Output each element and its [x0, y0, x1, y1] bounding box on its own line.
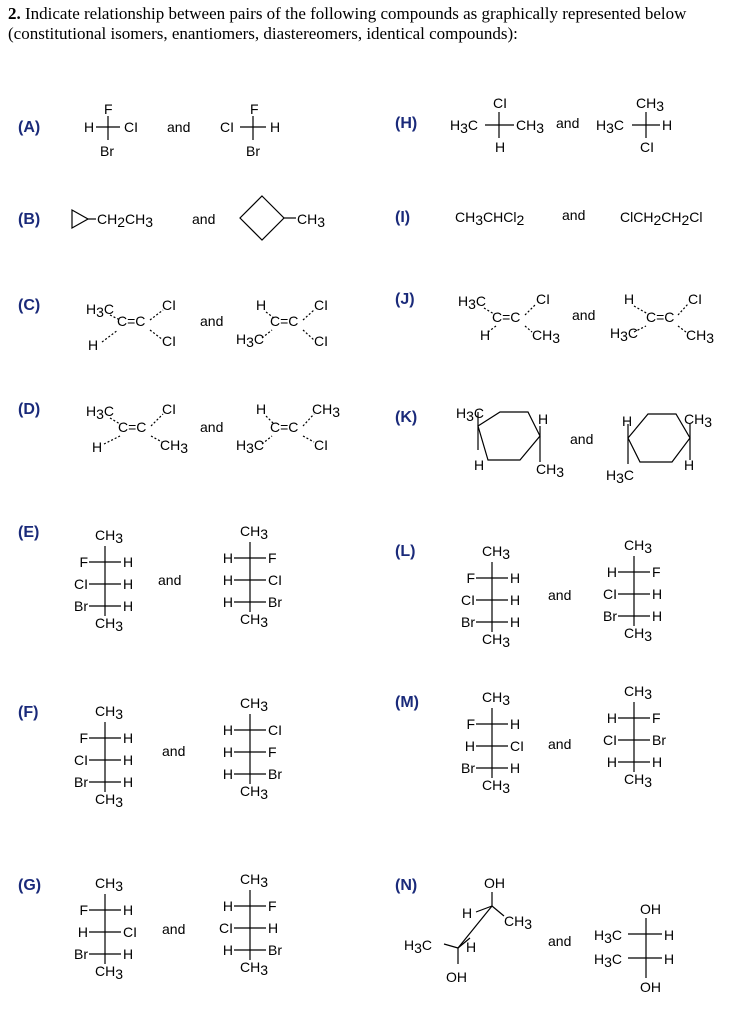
svg-text:CH3: CH3	[516, 117, 545, 136]
svg-text:F: F	[79, 902, 88, 918]
svg-text:C=C: C=C	[118, 419, 147, 435]
and-i: and	[562, 207, 586, 223]
svg-text:CH3: CH3	[240, 871, 269, 890]
svg-text:H: H	[123, 774, 134, 790]
svg-text:CI: CI	[268, 572, 282, 588]
svg-text:CH3: CH3	[95, 791, 124, 810]
svg-text:H: H	[92, 439, 103, 455]
svg-text:H3C: H3C	[86, 403, 115, 422]
svg-text:CI: CI	[268, 722, 282, 738]
and-d: and	[200, 419, 224, 435]
svg-text:CH3: CH3	[312, 401, 341, 420]
structure-a-left	[84, 101, 138, 159]
svg-text:CI: CI	[688, 291, 702, 307]
svg-text:F: F	[652, 710, 661, 726]
svg-text:CI: CI	[162, 333, 176, 349]
label-j: (J)	[395, 291, 415, 308]
structure-d-left	[86, 401, 188, 456]
svg-text:H: H	[510, 570, 521, 586]
svg-text:H: H	[222, 942, 233, 958]
label-k: (K)	[395, 409, 418, 426]
svg-text:H: H	[684, 457, 695, 473]
structure-c-right	[236, 297, 328, 350]
svg-text:CH3: CH3	[240, 611, 269, 630]
svg-text:H: H	[123, 576, 134, 592]
svg-text:CI: CI	[493, 95, 507, 111]
svg-text:CH3: CH3	[240, 523, 269, 542]
structure-b-left	[72, 210, 153, 230]
label-m: (M)	[395, 694, 419, 711]
svg-text:H: H	[664, 927, 675, 943]
svg-text:CH3: CH3	[95, 615, 124, 634]
svg-text:CH3: CH3	[684, 411, 713, 430]
svg-text:C=C: C=C	[270, 313, 299, 329]
svg-text:H3C: H3C	[456, 405, 485, 424]
svg-text:H: H	[256, 401, 267, 417]
svg-text:H3C: H3C	[594, 951, 623, 970]
svg-text:H: H	[606, 710, 617, 726]
structure-n-left	[404, 875, 532, 985]
svg-text:H: H	[77, 924, 88, 940]
svg-text:H3C: H3C	[596, 117, 625, 136]
svg-text:H3C: H3C	[450, 117, 479, 136]
label-a: (A)	[18, 119, 41, 136]
svg-text:CI: CI	[603, 732, 617, 748]
svg-text:H: H	[664, 951, 675, 967]
label-d: (D)	[18, 401, 41, 418]
svg-text:H: H	[510, 760, 521, 776]
svg-text:F: F	[268, 744, 277, 760]
svg-text:CH3: CH3	[624, 625, 653, 644]
svg-text:CI: CI	[124, 119, 138, 135]
svg-text:H: H	[270, 119, 281, 135]
question-body: Indicate relationship between pairs of the following compounds as graphically represented below (constitutional isomers, enantiomers, diastereomers, identical compounds):	[8, 4, 687, 43]
svg-text:CI: CI	[640, 139, 654, 155]
svg-text:Br: Br	[268, 766, 282, 782]
formula-i-left: CH3CHCl2	[455, 209, 525, 228]
question-number: 2.	[8, 4, 21, 23]
svg-text:F: F	[268, 550, 277, 566]
svg-text:F: F	[466, 716, 475, 732]
svg-text:CI: CI	[314, 297, 328, 313]
svg-text:Br: Br	[74, 946, 88, 962]
and-g: and	[162, 921, 186, 937]
structure-d-right	[236, 401, 340, 456]
svg-text:H: H	[474, 457, 485, 473]
svg-text:CI: CI	[220, 119, 234, 135]
label-c: (C)	[18, 297, 41, 314]
svg-text:CH3: CH3	[504, 913, 533, 932]
svg-text:CH2CH3: CH2CH3	[97, 211, 154, 230]
svg-text:CH3: CH3	[624, 771, 653, 790]
svg-text:CH3: CH3	[536, 461, 565, 480]
svg-text:H: H	[123, 554, 134, 570]
svg-text:Br: Br	[268, 594, 282, 610]
svg-text:H: H	[652, 608, 663, 624]
svg-text:C=C: C=C	[492, 309, 521, 325]
svg-text:Br: Br	[246, 143, 260, 159]
svg-text:CH3: CH3	[160, 437, 189, 456]
svg-text:H: H	[662, 117, 673, 133]
svg-text:Br: Br	[268, 942, 282, 958]
svg-text:H: H	[123, 946, 134, 962]
svg-text:CH3: CH3	[95, 527, 124, 546]
and-c: and	[200, 313, 224, 329]
svg-text:H: H	[538, 411, 549, 427]
svg-text:OH: OH	[640, 901, 661, 917]
and-k: and	[570, 431, 594, 447]
svg-text:CH3: CH3	[95, 703, 124, 722]
svg-text:CI: CI	[123, 924, 137, 940]
svg-text:H: H	[222, 572, 233, 588]
svg-text:H: H	[123, 902, 134, 918]
svg-text:Br: Br	[100, 143, 114, 159]
and-l: and	[548, 587, 572, 603]
svg-text:CI: CI	[603, 586, 617, 602]
svg-text:H3C: H3C	[236, 331, 265, 350]
structure-n-right	[594, 901, 674, 995]
svg-text:Br: Br	[461, 614, 475, 630]
svg-text:H: H	[222, 722, 233, 738]
and-f: and	[162, 743, 186, 759]
svg-text:F: F	[268, 898, 277, 914]
svg-text:CH3: CH3	[482, 689, 511, 708]
svg-text:OH: OH	[446, 969, 467, 985]
svg-text:Br: Br	[74, 774, 88, 790]
label-l: (L)	[395, 543, 416, 560]
svg-text:CI: CI	[510, 738, 524, 754]
structure-h-left	[450, 95, 544, 155]
svg-text:CI: CI	[314, 333, 328, 349]
and-b: and	[192, 211, 216, 227]
svg-text:CH3: CH3	[482, 543, 511, 562]
svg-text:CH3: CH3	[240, 695, 269, 714]
svg-text:H: H	[606, 564, 617, 580]
svg-text:Br: Br	[461, 760, 475, 776]
svg-text:H3C: H3C	[610, 325, 639, 344]
svg-text:H: H	[624, 291, 635, 307]
svg-text:CH3: CH3	[482, 631, 511, 650]
svg-text:H: H	[256, 297, 267, 313]
label-b: (B)	[18, 211, 41, 228]
and-e: and	[158, 572, 182, 588]
svg-text:CH3: CH3	[297, 211, 326, 230]
svg-text:H: H	[222, 594, 233, 610]
svg-text:H: H	[495, 139, 506, 155]
svg-text:H: H	[222, 898, 233, 914]
label-e: (E)	[18, 524, 40, 541]
svg-text:F: F	[250, 101, 259, 117]
svg-text:H: H	[606, 754, 617, 770]
structure-j-left	[458, 291, 560, 346]
svg-text:C=C: C=C	[117, 313, 146, 329]
svg-text:F: F	[79, 730, 88, 746]
and-h: and	[556, 115, 580, 131]
svg-text:H: H	[652, 586, 663, 602]
svg-text:H3C: H3C	[606, 467, 635, 486]
label-i: (I)	[395, 209, 411, 226]
structure-b-right	[240, 196, 325, 240]
svg-text:C=C: C=C	[646, 309, 675, 325]
structure-h-right	[596, 95, 672, 155]
svg-text:CI: CI	[74, 752, 88, 768]
structure-j-right	[610, 291, 714, 346]
structure-a-right	[220, 101, 280, 159]
svg-text:CI: CI	[461, 592, 475, 608]
and-m: and	[548, 736, 572, 752]
svg-text:H: H	[510, 614, 521, 630]
structure-c-left	[86, 297, 176, 353]
svg-text:H3C: H3C	[86, 301, 115, 320]
svg-text:H: H	[222, 766, 233, 782]
svg-text:H: H	[123, 752, 134, 768]
svg-text:CI: CI	[219, 920, 233, 936]
svg-text:H: H	[123, 730, 134, 746]
formula-i-right: ClCH2CH2Cl	[620, 209, 703, 228]
svg-text:H3C: H3C	[594, 927, 623, 946]
and-a: and	[167, 119, 191, 135]
svg-text:H: H	[462, 905, 473, 921]
svg-text:OH: OH	[640, 979, 661, 995]
svg-text:Br: Br	[603, 608, 617, 624]
svg-text:H: H	[268, 920, 279, 936]
svg-text:H: H	[466, 939, 477, 955]
structure-k-left	[456, 405, 564, 480]
svg-text:CH3: CH3	[636, 95, 665, 114]
svg-text:H: H	[84, 119, 95, 135]
svg-text:CI: CI	[162, 401, 176, 417]
svg-text:CI: CI	[162, 297, 176, 313]
svg-text:Br: Br	[74, 598, 88, 614]
svg-text:CH3: CH3	[95, 963, 124, 982]
label-h: (H)	[395, 115, 418, 132]
svg-text:C=C: C=C	[270, 419, 299, 435]
svg-text:CH3: CH3	[240, 783, 269, 802]
svg-text:CH3: CH3	[686, 327, 715, 346]
svg-text:H: H	[480, 327, 491, 343]
and-j: and	[572, 307, 596, 323]
svg-text:H3C: H3C	[404, 937, 433, 956]
svg-text:H: H	[123, 598, 134, 614]
svg-text:F: F	[104, 101, 113, 117]
label-g: (G)	[18, 877, 42, 894]
svg-text:H3C: H3C	[236, 437, 265, 456]
svg-text:H: H	[88, 337, 99, 353]
structure-k-right	[606, 411, 712, 486]
svg-text:H3C: H3C	[458, 293, 487, 312]
svg-text:H: H	[622, 413, 633, 429]
svg-text:CI: CI	[74, 576, 88, 592]
svg-text:CH3: CH3	[482, 777, 511, 796]
svg-text:OH: OH	[484, 875, 505, 891]
svg-text:CH3: CH3	[624, 683, 653, 702]
svg-text:H: H	[510, 592, 521, 608]
svg-text:CH3: CH3	[624, 537, 653, 556]
and-n: and	[548, 933, 572, 949]
label-f: (F)	[18, 704, 39, 721]
svg-text:H: H	[222, 550, 233, 566]
svg-text:CI: CI	[536, 291, 550, 307]
svg-text:F: F	[652, 564, 661, 580]
svg-text:CI: CI	[314, 437, 328, 453]
svg-text:H: H	[510, 716, 521, 732]
svg-text:CH3: CH3	[532, 327, 561, 346]
svg-text:F: F	[466, 570, 475, 586]
svg-text:Br: Br	[652, 732, 666, 748]
svg-text:CH3: CH3	[95, 875, 124, 894]
svg-text:H: H	[222, 744, 233, 760]
svg-text:H: H	[652, 754, 663, 770]
svg-text:F: F	[79, 554, 88, 570]
svg-text:CH3: CH3	[240, 959, 269, 978]
svg-text:H: H	[464, 738, 475, 754]
label-n: (N)	[395, 877, 418, 894]
